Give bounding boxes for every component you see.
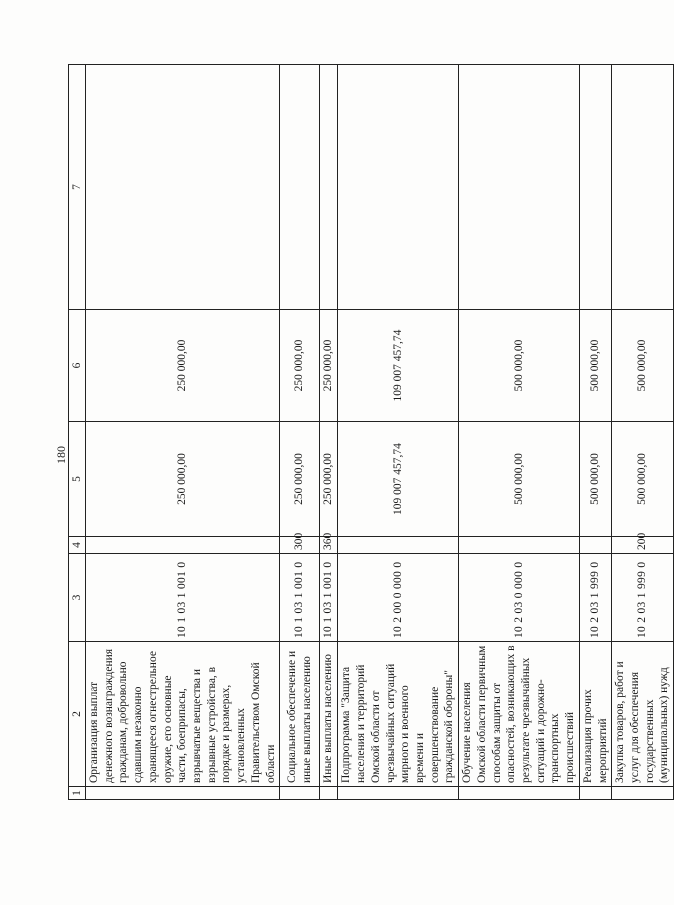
header-cell-4: 4 <box>69 537 86 554</box>
table-row <box>612 65 674 800</box>
row-value-5-cell: 250 000,00 <box>320 422 338 537</box>
row-name-cell: Обучение населения Омской области первичным способам защиты от опасностей, возникающих в результате чрезвычайных ситуаций и дорожно-транспортных происшествий <box>459 642 580 787</box>
table-row <box>338 65 459 800</box>
row-value-7-cell <box>86 65 280 310</box>
header-row <box>69 65 86 800</box>
table-row <box>86 65 280 800</box>
row-value-7-cell <box>459 65 580 310</box>
header-cell-1: 1 <box>69 787 86 800</box>
row-code-cell: 10 2 03 1 999 0 <box>612 554 674 642</box>
row-kind-cell: 360 <box>320 537 338 554</box>
row-number-cell <box>579 787 611 800</box>
table-row <box>320 65 338 800</box>
table-row <box>280 65 320 800</box>
row-value-6-cell: 500 000,00 <box>612 310 674 422</box>
row-value-6-cell: 109 007 457,74 <box>338 310 459 422</box>
row-value-5-cell: 500 000,00 <box>579 422 611 537</box>
row-value-7-cell <box>338 65 459 310</box>
row-value-7-cell <box>579 65 611 310</box>
row-number-cell <box>320 787 338 800</box>
row-code-cell: 10 1 03 1 001 0 <box>280 554 320 642</box>
row-name-cell: Организация выплат денежного вознаграждения гражданам, добровольно сдавшим незаконно хранящееся огнестрельное оружие, его основные части, боеприпасы, взрывчатые вещества и взрывные устройства, в порядке и размерах, установленных Правительством Омской области <box>86 642 280 787</box>
page-number: 180 <box>54 446 68 464</box>
table-row <box>579 65 611 800</box>
row-kind-cell <box>459 537 580 554</box>
header-cell-7: 7 <box>69 65 86 310</box>
row-code-cell: 10 1 03 1 001 0 <box>320 554 338 642</box>
row-value-6-cell: 250 000,00 <box>280 310 320 422</box>
header-cell-5: 5 <box>69 422 86 537</box>
table-row <box>459 65 580 800</box>
row-number-cell <box>86 787 280 800</box>
row-number-cell <box>280 787 320 800</box>
row-code-cell: 10 2 03 1 999 0 <box>579 554 611 642</box>
row-code-cell: 10 2 03 0 000 0 <box>459 554 580 642</box>
row-value-5-cell: 500 000,00 <box>612 422 674 537</box>
row-kind-cell: 200 <box>612 537 674 554</box>
row-code-cell: 10 1 03 1 001 0 <box>86 554 280 642</box>
row-value-7-cell <box>612 65 674 310</box>
row-value-7-cell <box>280 65 320 310</box>
row-value-5-cell: 109 007 457,74 <box>338 422 459 537</box>
row-value-5-cell: 250 000,00 <box>86 422 280 537</box>
row-number-cell <box>612 787 674 800</box>
row-name-cell: Подпрограмма "Защита населения и территорий Омской области от чрезвычайных ситуаций мирного и военного времени и совершенствование гражданской обороны" <box>338 642 459 787</box>
row-name-cell: Иные выплаты населению <box>320 642 338 787</box>
row-number-cell <box>338 787 459 800</box>
row-value-6-cell: 250 000,00 <box>86 310 280 422</box>
row-name-cell: Социальное обеспечение и иные выплаты населению <box>280 642 320 787</box>
header-cell-3: 3 <box>69 554 86 642</box>
budget-table <box>68 64 674 800</box>
budget-table-wrapper <box>68 65 671 800</box>
row-value-5-cell: 250 000,00 <box>280 422 320 537</box>
row-value-6-cell: 500 000,00 <box>579 310 611 422</box>
row-value-7-cell <box>320 65 338 310</box>
row-kind-cell <box>338 537 459 554</box>
header-cell-2: 2 <box>69 642 86 787</box>
row-kind-cell <box>86 537 280 554</box>
row-number-cell <box>459 787 580 800</box>
row-name-cell: Реализация прочих мероприятий <box>579 642 611 787</box>
row-value-5-cell: 500 000,00 <box>459 422 580 537</box>
row-code-cell: 10 2 00 0 000 0 <box>338 554 459 642</box>
row-kind-cell: 300 <box>280 537 320 554</box>
row-value-6-cell: 500 000,00 <box>459 310 580 422</box>
row-value-6-cell: 250 000,00 <box>320 310 338 422</box>
row-kind-cell <box>579 537 611 554</box>
header-cell-6: 6 <box>69 310 86 422</box>
row-name-cell: Закупка товаров, работ и услуг для обеспечения государственных (муниципальных) нужд <box>612 642 674 787</box>
